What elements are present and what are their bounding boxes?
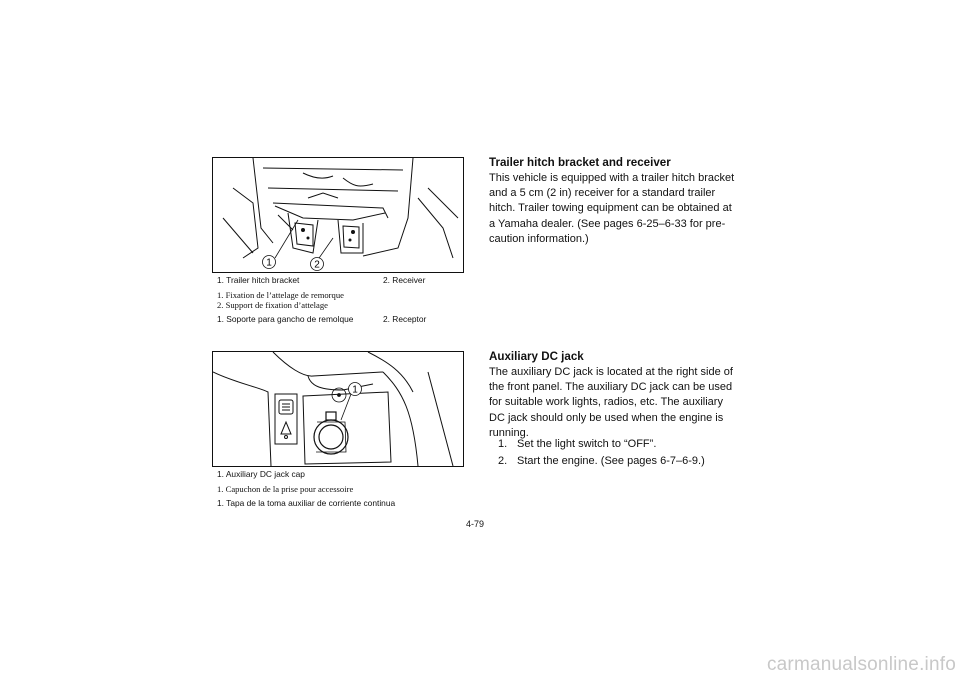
body-line: running. bbox=[489, 426, 529, 439]
section-heading-dc-jack: Auxiliary DC jack bbox=[489, 350, 584, 363]
body-line: caution information.) bbox=[489, 232, 589, 245]
body-line: a Yamaha dealer. (See pages 6-25–6-33 for pre- bbox=[489, 217, 726, 230]
step-text: Set the light switch to “OFF”. bbox=[517, 438, 657, 450]
trailer-hitch-illustration bbox=[212, 157, 464, 273]
step-1 bbox=[498, 438, 656, 450]
step-2 bbox=[498, 455, 705, 467]
body-line: the front panel. The auxiliary DC jack can be used bbox=[489, 381, 733, 394]
caption-fr-item-2: 2. Support de fixation d’attelage bbox=[217, 300, 328, 310]
caption-en-item-2: 2. Receiver bbox=[383, 275, 426, 285]
watermark-link[interactable]: carmanualsonline.info bbox=[766, 654, 956, 675]
caption-es-item-2: 2. Receptor bbox=[383, 314, 427, 324]
section-heading-trailer-hitch: Trailer hitch bracket and receiver bbox=[489, 156, 671, 169]
step-number: 2. bbox=[498, 455, 508, 467]
body-line: The auxiliary DC jack is located at the right side of bbox=[489, 366, 733, 378]
callout-1: 1 bbox=[352, 384, 358, 396]
dc-jack-illustration bbox=[212, 351, 464, 467]
callout-1: 1 bbox=[266, 257, 272, 269]
trailer-hitch-drawing bbox=[213, 158, 463, 272]
callout-2: 2 bbox=[314, 259, 320, 271]
step-number: 1. bbox=[498, 438, 508, 450]
section-body-dc-jack bbox=[489, 365, 741, 441]
body-line: DC jack should only be used when the engine is bbox=[489, 411, 724, 424]
caption-es-item-1: 1. Soporte para gancho de remolque bbox=[217, 314, 354, 324]
dc-jack-drawing bbox=[213, 352, 463, 466]
caption2-en: 1. Auxiliary DC jack cap bbox=[217, 469, 305, 479]
caption2-es: 1. Tapa de la toma auxiliar de corriente continua bbox=[217, 498, 396, 508]
caption-en-item-1: 1. Trailer hitch bracket bbox=[217, 275, 300, 285]
body-line: for suitable work lights, radios, etc. The auxiliary bbox=[489, 396, 723, 409]
body-line: hitch. Trailer towing equipment can be obtained at bbox=[489, 202, 732, 215]
step-text: Start the engine. (See pages 6-7–6-9.) bbox=[517, 455, 705, 467]
body-line: This vehicle is equipped with a trailer hitch bracket bbox=[489, 172, 735, 184]
body-line: and a 5 cm (2 in) receiver for a standard trailer bbox=[489, 187, 716, 200]
page-number: 4-79 bbox=[466, 519, 485, 529]
caption2-fr: 1. Capuchon de la prise pour accessoire bbox=[217, 484, 354, 494]
section-body-trailer-hitch bbox=[489, 171, 741, 247]
caption-fr-item-1: 1. Fixation de l’attelage de remorque bbox=[217, 290, 344, 300]
